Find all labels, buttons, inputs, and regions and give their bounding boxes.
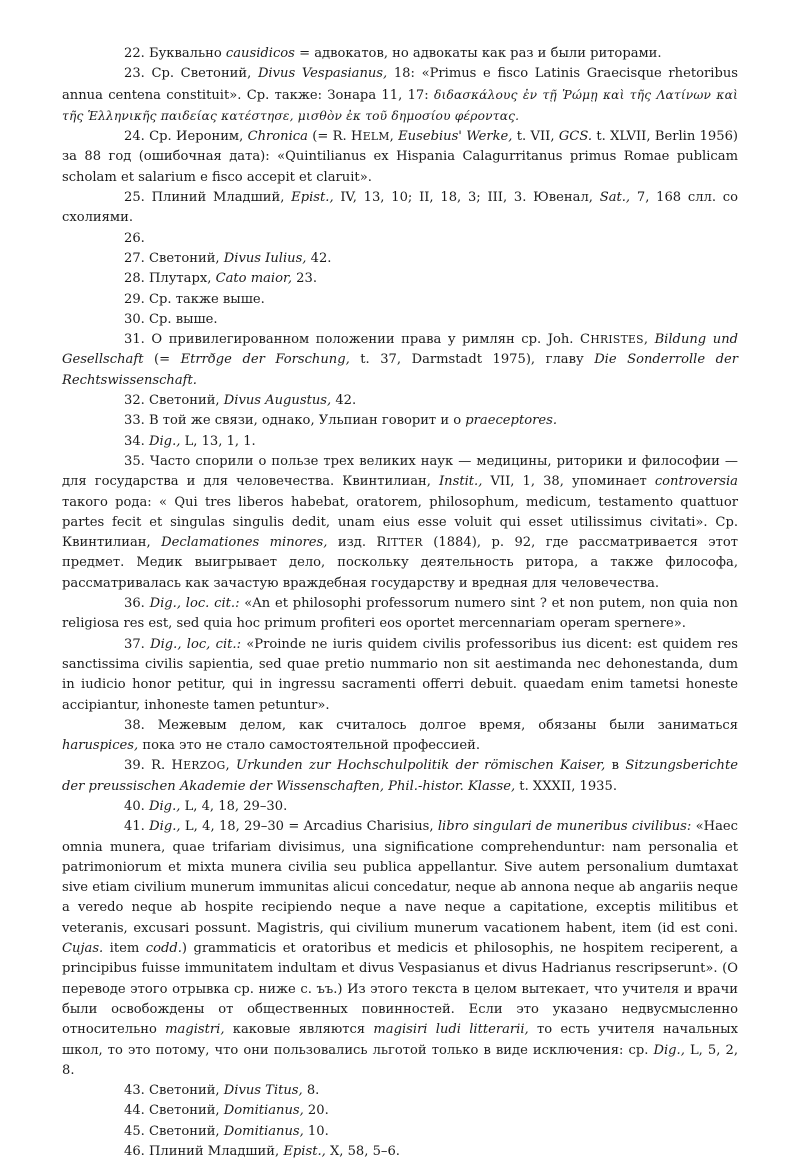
footnote-paragraph (62, 817, 738, 1081)
footnote-paragraph (62, 229, 738, 249)
footnote-paragraph (62, 127, 738, 188)
footnote-text: 24. Ср. Иероним, (124, 129, 248, 145)
italic-citation: Die Sonderrolle der Rechtswissenschaft. (62, 352, 738, 388)
footnote-text: L, 5, 2, 8. (62, 1042, 738, 1078)
author-surname: RITTER (376, 535, 423, 551)
footnote-text: 32. Светоний, (124, 393, 224, 409)
italic-citation: Eusebius' Werke, (398, 129, 513, 145)
italic-citation: libro singulari de muneribus civilibus: (437, 819, 692, 835)
italic-citation: Divus Augustus, (223, 393, 332, 409)
footnote-paragraph (62, 1142, 738, 1162)
italic-citation: Cujas. (62, 941, 104, 957)
footnote-text: 40. (124, 798, 149, 814)
italic-citation: Domitianus, (223, 1123, 304, 1139)
footnote-text: 30. Ср. выше. (124, 311, 218, 327)
footnote-text: 42. (331, 393, 357, 409)
footnote-text: 35. Часто спорили о пользе трех великих наук — медицины, риторики и философии — для государства и для человечества. Квинтилиан, (62, 453, 738, 490)
footnote-text: 42. (306, 250, 332, 266)
footnote-text: t. 37, Darmstadt 1975), главу (349, 352, 595, 368)
footnote-text: = адвокатов, но адвокаты как раз и были риторами. (294, 46, 662, 61)
greek-quote: διδασκάλους ἐν τῇ Ῥώμῃ καὶ τῆς Λατίνων καὶ τῆς Ἑλληνικῆς παιδείας κατέστησε, μισθὸν ἐκ τοῦ δημοσίου φέροντας. (62, 87, 738, 123)
footnote-text: (= R. (307, 129, 352, 145)
footnote-paragraph (62, 310, 738, 330)
italic-citation: Dig., (149, 433, 181, 449)
footnote-text: IV, 13, 10; II, 18, 3; III, 3. Ювенал, (333, 190, 600, 206)
footnote-text: 8. (302, 1083, 320, 1099)
footnote-paragraph (62, 1081, 738, 1101)
italic-citation: Domitianus, (223, 1103, 304, 1119)
footnote-text: VII, 1, 38, упоминает (482, 474, 655, 490)
footnote-text: то есть учителя начальных школ, то это потому, что они пользовались льготой только в виде исключения: ср. (62, 1022, 738, 1058)
italic-citation: Dig., loc, cit.: (150, 636, 241, 652)
footnote-text: 25. Плиний Младший, (124, 190, 292, 206)
footnote-text: 10. (303, 1123, 329, 1139)
italic-citation: praeceptores. (465, 413, 557, 429)
footnote-text: , (225, 758, 237, 774)
italic-citation: Dig., (149, 819, 181, 835)
italic-citation: Divus Vespasianus, (257, 66, 388, 82)
italic-citation: Cato maior, (215, 271, 292, 287)
footnote-text: пока это не стало самостоятельной профессией. (138, 738, 481, 754)
footnote-paragraph (62, 249, 738, 269)
footnote-text: L, 13, 1, 1. (180, 433, 256, 449)
footnote-paragraph (62, 391, 738, 411)
author-surname: HELM (351, 129, 390, 145)
footnote-paragraph (62, 330, 738, 391)
footnote-text: ) grammaticis et oratoribus et medicis et philosophis, ne hospitem reciperent, a principibus fuisse immunitatem indultam et divus Vespasianus et divus Hadrianus rescripserunt». (О переводе этого отрывка ср. ниже с. ъъ.) Из этого текста в целом вытекает, что учителя и врачи были освобождены от общественных повинностей. Если это указано недвусмысленно относительно (62, 941, 738, 1038)
footnote-text: 7, 168 слл. со схолиями. (62, 190, 739, 226)
italic-citation: Divus Titus, (223, 1083, 303, 1099)
italic-citation: magistri, (165, 1022, 225, 1038)
italic-citation: Dig., (149, 798, 181, 814)
footnote-text: «An et philosophi professorum numero sint ? et non putem, non quia non religiosa res est, sed quia hoc primum profiteri eos oportet mercennariam operam spernere». (62, 596, 738, 632)
footnote-text: 27. Светоний, (124, 250, 224, 266)
footnote-paragraph (62, 269, 738, 289)
footnote-text: item (103, 941, 146, 957)
footnote-text: t. XXXII, 1935. (515, 778, 618, 794)
footnote-text: 29. Ср. также выше. (124, 291, 265, 307)
italic-citation: Divus Iulius, (223, 250, 307, 266)
footnote-text: X, 58, 5–6. (325, 1144, 400, 1160)
footnote-text: в (605, 758, 626, 774)
footnote-paragraph (62, 64, 738, 127)
footnote-text: изд. (327, 535, 377, 551)
footnote-text: 36. (124, 596, 150, 612)
footnote-text: 22. Буквально (124, 46, 226, 61)
footnote-text: (= (143, 352, 181, 368)
footnote-text: 39. R. (124, 758, 172, 774)
italic-citation: Instit., (439, 474, 483, 490)
footnote-paragraph (62, 44, 738, 64)
italic-citation: causidicos (225, 46, 295, 61)
italic-citation: Etrrðge der Forschung, (180, 352, 350, 368)
footnote-text: L, 4, 18, 29–30 = Arcadius Charisius, (180, 819, 438, 835)
footnote-paragraph (62, 635, 738, 716)
italic-citation: Declamationes minores, (161, 535, 328, 551)
footnote-text: 45. Светоний, (124, 1123, 224, 1139)
footnote-text: «Haec omnia munera, quae trifariam divisimus, una significatione comprehenduntur: nam personalia et patrimoniorum et mixta munera civilia seu publica appellantur. Sive autem personalium dumtaxat sive etiam civilium munerum immunitas alicui concedatur, neque ab annona neque ab angariis neque a veredo neque ab hospite recipiendo neque a nave neque a capitatione, exceptis militibus et veteranis, excusari possunt. Magistris, qui civilium munerum vacationem habent, item (id est coni. (62, 819, 738, 936)
footnote-text: 23. (292, 271, 317, 287)
footnote-paragraph (62, 411, 738, 431)
italic-citation: Sat., (599, 190, 631, 206)
footnote-text: 44. Светоний, (124, 1103, 224, 1119)
footnote-text: 20. (303, 1103, 329, 1119)
footnote-text: , (643, 332, 655, 348)
footnote-text: 46. Плиний Младший, (124, 1144, 284, 1160)
footnote-text: такого рода: « Qui tres liberos habebat, oratorem, philosophum, medicum, testamento quattuor partes fecit et singulas singulis dedit, unam eius esse voluit qui esset utilissimus civitati». Ср. Квинтилиан, (62, 494, 738, 551)
footnote-text: «Proinde ne iuris quidem civilis professoribus ius dicent: est quidem res sanctissima civilis sapientia, sed quae pretio nummario non sit aestimanda nec dehonestanda, dum in iudicio honor petitur, qui in ingressu sacramenti offerri debuit. quaedam enim tametsi honeste accipiantur, inhoneste tamen petuntur». (62, 636, 738, 713)
italic-citation: magisiri ludi litterarii, (373, 1022, 529, 1038)
footnote-text: 23. Ср. Светоний, (124, 66, 258, 82)
italic-citation: Epist., (291, 190, 334, 206)
italic-citation: Dig., (653, 1042, 685, 1058)
footnote-paragraph (62, 716, 738, 757)
footnote-paragraph (62, 432, 738, 452)
footnote-paragraph (62, 1122, 738, 1142)
footnote-paragraph (62, 188, 738, 229)
footnote-text: (1884), p. 92, где рассматривается этот предмет. Медик выигрывает дело, поскольку деятельность ритора, а также философа, рассматривалась как зачастую враждебная государству и вредная для человечества. (62, 535, 738, 591)
footnote-text: 33. В той же связи, однако, Ульпиан говорит и о (124, 413, 466, 429)
italic-citation: Sitzungsberichte der preussischen Akademie der Wissenschaften, Phil.-histor. Klasse, (62, 758, 738, 794)
footnote-text: 43. Светоний, (124, 1083, 224, 1099)
italic-citation: GCS. (558, 129, 592, 145)
footnote-text: 38. Межевым делом, как считалось долгое время, обязаны были заниматься (124, 717, 738, 733)
footnote-text: 41. (124, 819, 150, 835)
footnote-paragraph (62, 452, 738, 594)
footnote-paragraph (62, 1101, 738, 1121)
footnote-text: 34. (124, 433, 149, 449)
footnote-paragraph (62, 290, 738, 310)
italic-citation: Bildung und Gesellschaft (62, 332, 739, 368)
footnote-text: 31. О привилегированном положении права у римлян ср. Joh. (124, 332, 580, 348)
italic-citation: haruspices, (62, 738, 139, 754)
italic-citation: codd. (145, 941, 182, 957)
italic-citation: Chronica (247, 129, 308, 145)
footnote-text: t. VII, (512, 129, 559, 145)
footnote-text: t. XLVII, Berlin 1956) за 88 год (ошибочная дата): «Quintilianus ex Hispania Calagurritanus primus Romae publicam scholam et salarium e fisco accepit et claruit». (62, 129, 739, 185)
footnote-text: 37. (124, 636, 151, 652)
footnote-text: L, 4, 18, 29–30. (180, 798, 288, 814)
footnote-text: 26. (124, 230, 145, 246)
footnotes-list (62, 44, 738, 1162)
footnote-paragraph (62, 756, 738, 797)
footnote-text: 28. Плутарх, (124, 271, 216, 287)
footnote-paragraph (62, 797, 738, 817)
author-surname: CHRISTES (580, 332, 644, 348)
footnote-paragraph (62, 594, 738, 635)
italic-citation: Epist., (283, 1144, 326, 1160)
italic-citation: Urkunden zur Hochschulpolitik der römischen Kaiser, (236, 758, 606, 774)
author-surname: HERZOG (171, 758, 226, 774)
italic-citation: controversia (654, 474, 738, 490)
footnote-text: каковые являются (224, 1022, 374, 1038)
italic-citation: Dig., loc. cit.: (149, 596, 240, 612)
footnote-text: 18: «Primus e fisco Latinis Graecisque rhetoribus annua centena constituit». Ср. также: Зонара 11, 17: (62, 66, 738, 103)
footnote-text: , (389, 129, 399, 145)
